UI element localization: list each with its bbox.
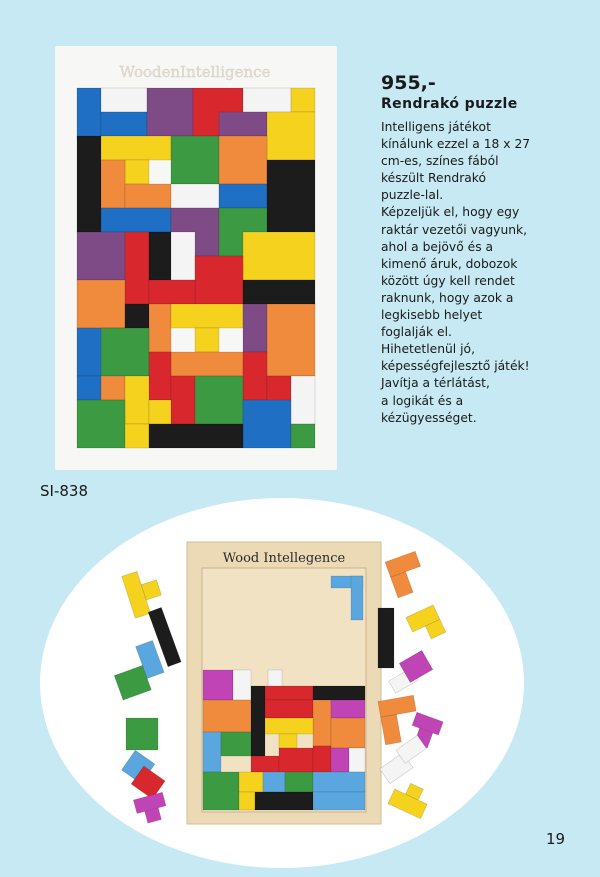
puzzle-scattered-photo [40,498,524,868]
product-price: 955,- [381,72,436,94]
right-loose-pieces [376,551,445,819]
page-number: 19 [546,830,566,848]
board-label: Wood Intellegence [222,551,346,566]
product-title: Rendrakó puzzle [381,96,518,112]
puzzle-board-photo [55,46,337,470]
left-loose-pieces [107,566,181,825]
product-description: Intelligens játékot kínálunk ezzel a 18 x 27 cm-es, színes fából készült Rendrakó puzzle-lal. Képzeljük el, hogy egy raktár vezetői vagyunk, ahol a bejövő és a kimenő áruk, dobozok között úgy kell rendet raknunk, hogy azok a legkisebb helyet foglalják el. Hihetetlenül jó, képességfejlesztő játék! Javítja a térlátást, a logikát és a kézügyességet. [381,120,531,425]
board-engraving: WoodenIntelligence [119,63,271,81]
puzzle-board-graphic [55,46,337,470]
product-code: SI-838 [40,482,88,500]
puzzle-scattered-graphic [40,498,524,868]
puzzle-pieces [77,88,315,448]
